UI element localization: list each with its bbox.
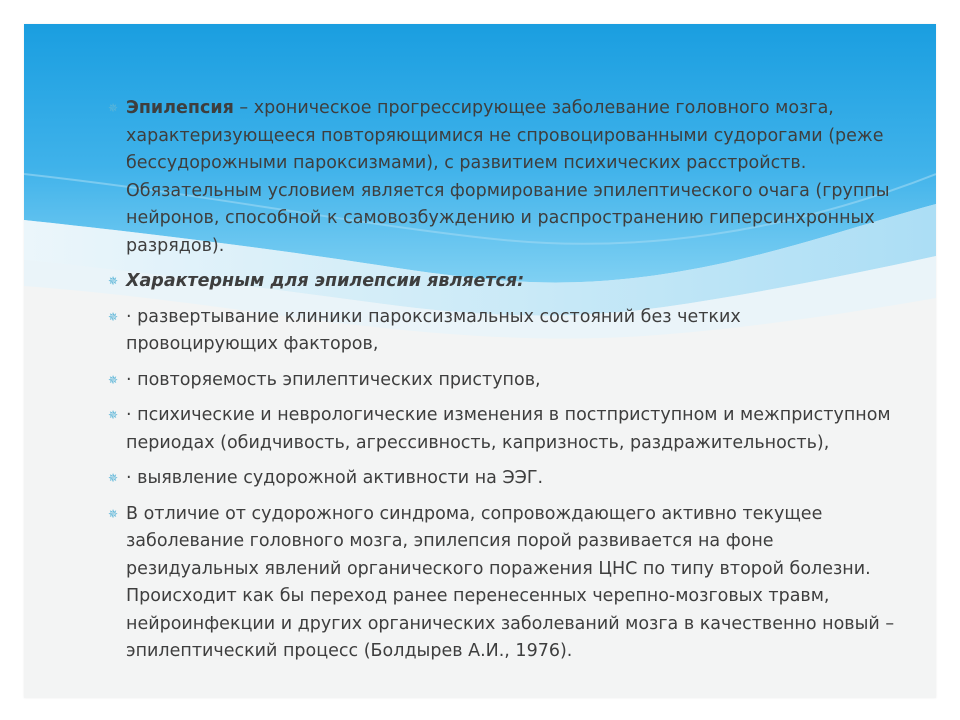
list-item-text: · повторяемость эпилептических приступов, — [126, 369, 541, 390]
list-item — [108, 402, 898, 457]
conclusion-text: В отличие от судорожного синдрома, сопровождающего активно текущее заболевание головного мозга, эпилепсия порой развивается на фоне резидуальных явлений органического поражения ЦНС по типу второй болезни. Происходит как бы переход ранее перенесенных черепно-мозговых травм, нейроинфекции и других органических заболеваний мозга в качественно новый – эпилептический процесс (Болдырев А.И., 1976). — [126, 503, 895, 661]
star-bullet-icon: ✵ — [108, 274, 119, 288]
list-item-text: · психические и неврологические изменения в постприступном и межприступном периодах (обидчивость, агрессивность, капризность, раздражительность), — [126, 405, 891, 453]
list-item — [108, 367, 898, 395]
slide — [24, 24, 936, 698]
star-bullet-icon: ✵ — [108, 101, 119, 115]
list-item-conclusion — [108, 501, 898, 666]
star-bullet-icon: ✵ — [108, 372, 119, 387]
list-item-text: · выявление судорожной активности на ЭЭГ. — [126, 468, 544, 488]
list-item-definition — [108, 95, 898, 260]
star-bullet-icon: ✵ — [108, 471, 119, 485]
list-item — [108, 304, 898, 359]
list-item — [108, 465, 898, 493]
star-bullet-icon: ✵ — [108, 309, 119, 324]
content-list — [108, 95, 898, 674]
characteristic-heading: Характерным для эпилепсии является: — [126, 271, 525, 291]
definition-text: – хроническое прогрессирующее заболевание головного мозга, характеризующееся повторяющимися не спровоцированными судорогами (реже бессудорожными пароксизмами), с развитием психических расстройств. Обязательным условием является формирование эпилептического очага (группы нейронов, способной к самовозбуждению и распространению гиперсинхронных разрядов). — [126, 98, 890, 256]
list-item-text: · развертывание клиники пароксизмальных состояний без четких провоцирующих факторов, — [126, 306, 741, 354]
list-item-heading — [108, 268, 898, 296]
star-bullet-icon: ✵ — [108, 506, 119, 521]
star-bullet-icon: ✵ — [108, 408, 119, 422]
term-epilepsy: Эпилепсия — [126, 98, 234, 118]
